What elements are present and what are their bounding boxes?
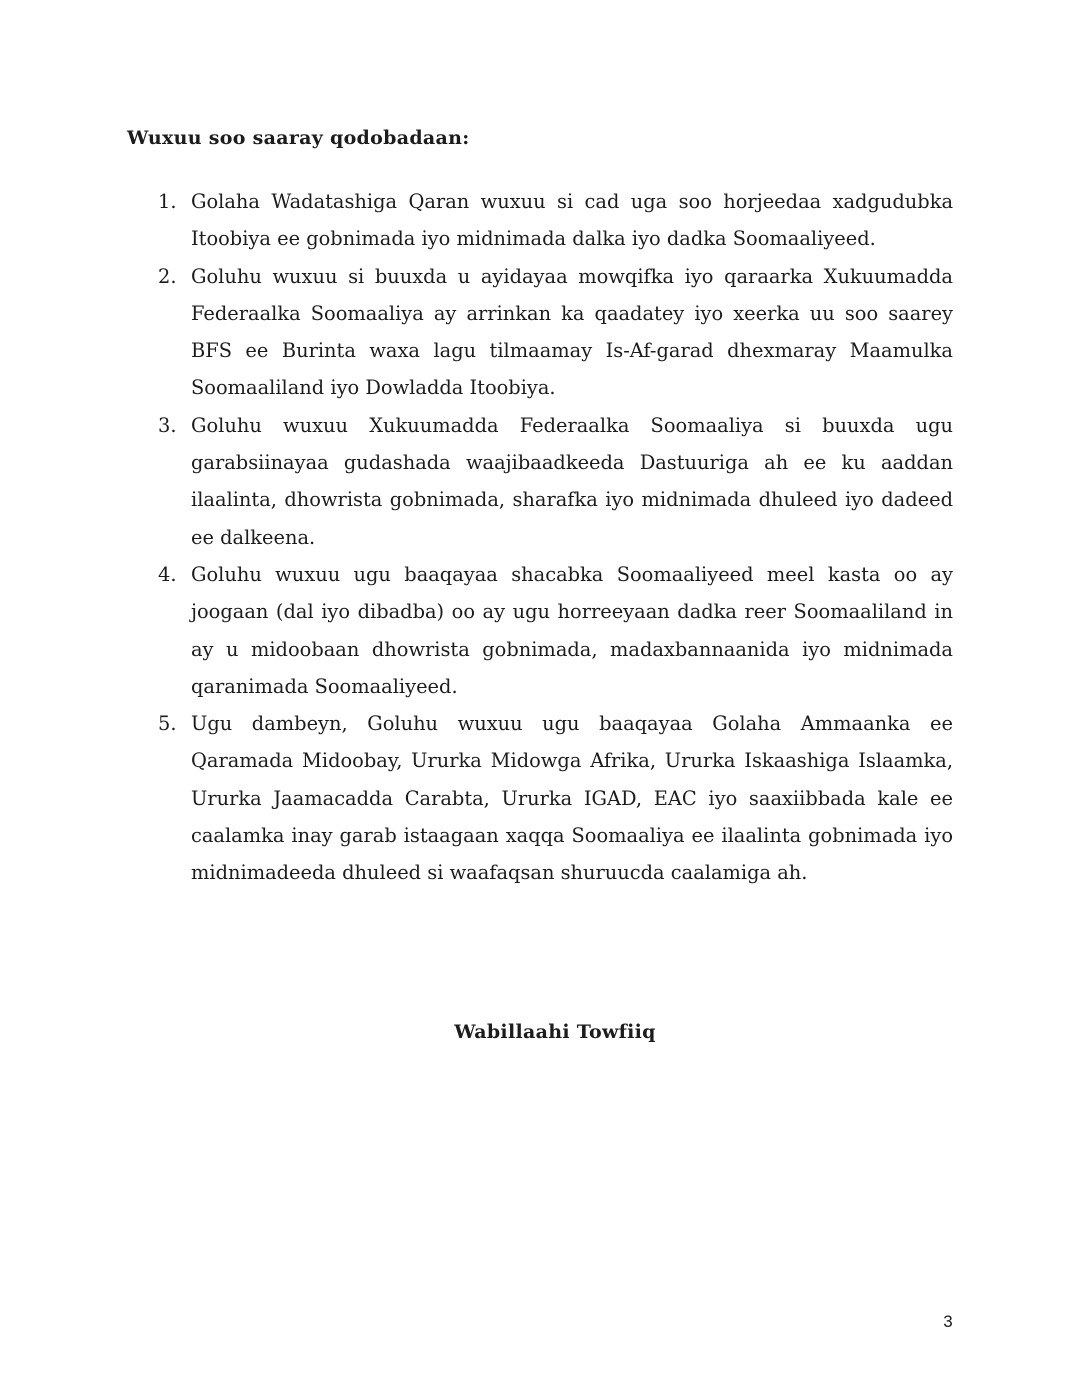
list-item-number: 4. [158,562,177,586]
list-item [158,407,953,556]
list-item-text: Golaha Wadatashiga Qaran wuxuu si cad uga soo horjeedaa xadgudubka Itoobiya ee gobnimada iyo midnimada dalka iyo dadka Soomaaliyeed. [191,190,953,251]
list-item [158,258,953,407]
page-number: 3 [943,1312,953,1331]
list-item [158,705,953,891]
list-item [158,556,953,705]
list-item-number: 2. [158,264,177,288]
list-item-number: 3. [158,413,177,437]
list-item-number: 1. [158,190,177,213]
list-item-text: Goluhu wuxuu si buuxda u ayidayaa mowqifka iyo qaraarka Xukuumadda Federaalka Soomaaliya ay arrinkan ka qaadatey iyo xeerka uu soo saarey BFS ee Burinta waxa lagu tilmaamay Is-Af-garad dhexmaray Maamulka Soomaaliland iyo Dowladda Itoobiya. [191,264,953,400]
closing-phrase: Wabillaahi Towfiiq [454,1021,656,1043]
list-item [158,183,953,258]
list-item-text: Goluhu wuxuu ugu baaqayaa shacabka Soomaaliyeed meel kasta oo ay joogaan (dal iyo dibadba) oo ay ugu horreeyaan dadka reer Soomaaliland in ay u midoobaan dhowrista gobnimada, madaxbannaanida iyo midnimada qaranimada Soomaaliyeed. [191,562,953,698]
section-heading: Wuxuu soo saaray qodobadaan: [127,127,470,149]
resolution-list [158,183,953,892]
list-item-text: Ugu dambeyn, Goluhu wuxuu ugu baaqayaa Golaha Ammaanka ee Qaramada Midoobay, Ururka Midowga Afrika, Ururka Iskaashiga Islaamka, Ururka Jaamacadda Carabta, Ururka IGAD, EAC iyo saaxiibbada kale ee caalamka inay garab istaagaan xaqqa Soomaaliya ee ilaalinta gobnimada iyo midnimadeeda dhuleed si waafaqsan shuruucda caalamiga ah. [191,712,953,885]
list-item-number: 5. [158,712,177,736]
list-item-text: Goluhu wuxuu Xukuumadda Federaalka Soomaaliya si buuxda ugu garabsiinayaa gudashada waajibaadkeeda Dastuuriga ah ee ku aaddan ilaalinta, dhowrista gobnimada, sharafka iyo midnimada dhuleed iyo dadeed ee dalkeena. [191,413,953,549]
